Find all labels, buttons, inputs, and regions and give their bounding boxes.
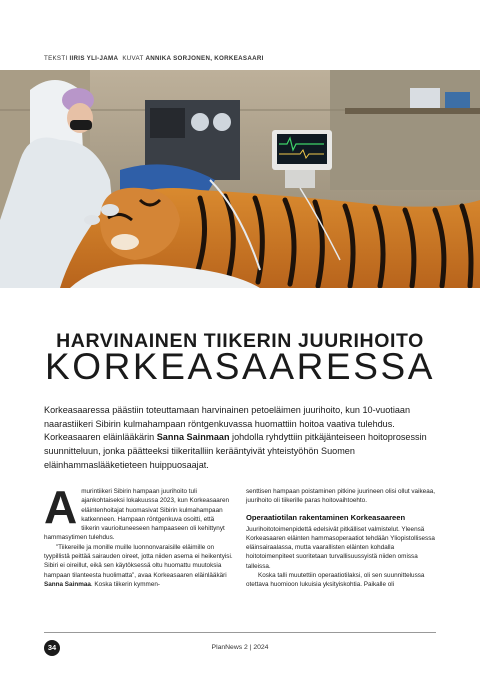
body-paragraph: Juurihoitotoimenpidettä edelsivät pitkälliset valmistelut. Yleensä Korkeasaaren eläinten hammasoperaatiot tehdään Yliopistollisessa eläinsairaalassa, mutta vaarallisten eläinten kohdalla hoitotoimenpiteet suoritetaan turvallisuussyistä niiden omissa talleissa. <box>246 525 435 570</box>
body-paragraph: senttisen hampaan poistaminen pitkine juurineen olisi ollut vaikeaa, juurihoito oli tiikerille paras hoitovaihtoehto. <box>246 488 436 505</box>
body-paragraph: Koska talli muutettiin operaatiotilaksi, oli sen suunnittelussa otettava huomioon lukuisia yksityiskohtia. Paikalle oli <box>246 572 425 589</box>
body-column-right <box>246 487 436 590</box>
drop-cap: A <box>44 481 78 533</box>
lead-paragraph: Korkeasaaressa päästiin toteuttamaan harvinainen petoeläimen juurihoito, kun 10-vuotiaan naarastiikeri Sibirin kulmahampaan röntgenkuvassa huomattiin hoitoa vaativa tulehdus. Korkeasaaren eläinlääkärin Sanna Sainmaan johdolla ryhdyttiin pitkäjänteiseen hoitoprosessin suunnitteluun, jonka päätteeksi tiikeritalliin kerääntyivät yhteistyöhön Suomen eläinhammaslääketieteen huippuosaajat. <box>44 405 427 470</box>
tiger-treatment-photo <box>0 70 480 288</box>
page-number: 34 <box>44 640 60 656</box>
publication-footer: PlanNews 2 | 2024 <box>211 644 269 651</box>
body-column-left <box>44 481 234 589</box>
photo-credits: TEKSTI IIRIS YLI-JAMA KUVAT ANNIKA SORJONEN, KORKEASAARI <box>44 55 264 62</box>
footer-divider <box>44 632 436 633</box>
body-paragraph: murintiikeri Sibirin hampaan juurihoito tuli ajankohtaiseksi lokakuussa 2023, kun Korkeasaaren eläintenhoitajat huomasivat Sibirin kulmahampaan katkenneen. Hampaan röntgenkuva osoitti, että tiikerin vaurioituneeseen hampaaseen oli kehittynyt hammasytimen tulehdus. <box>44 488 229 542</box>
section-subheading: Operaatiotilan rakentaminen Korkeasaareen <box>246 512 406 522</box>
headline-top: HARVINAINEN TIIKERIN JUURIHOITO <box>56 330 424 352</box>
headline-main: KORKEASAARESSA <box>44 346 436 387</box>
body-paragraph: ”Tiikereille ja monille muille luonnonvaraisille eläimille on tyypillistä peittää sairauden oireet, jotta niiden asema ei heikentyisi. Sibiri ei oireillut, eikä sen käytöksessä oltu huomattu muutoksia hampaan tilanteesta huolimatta”, avaa Korkeasaaren eläinlääkäri Sanna Sainmaa. Koska tiikerin kymmen- <box>44 543 233 588</box>
